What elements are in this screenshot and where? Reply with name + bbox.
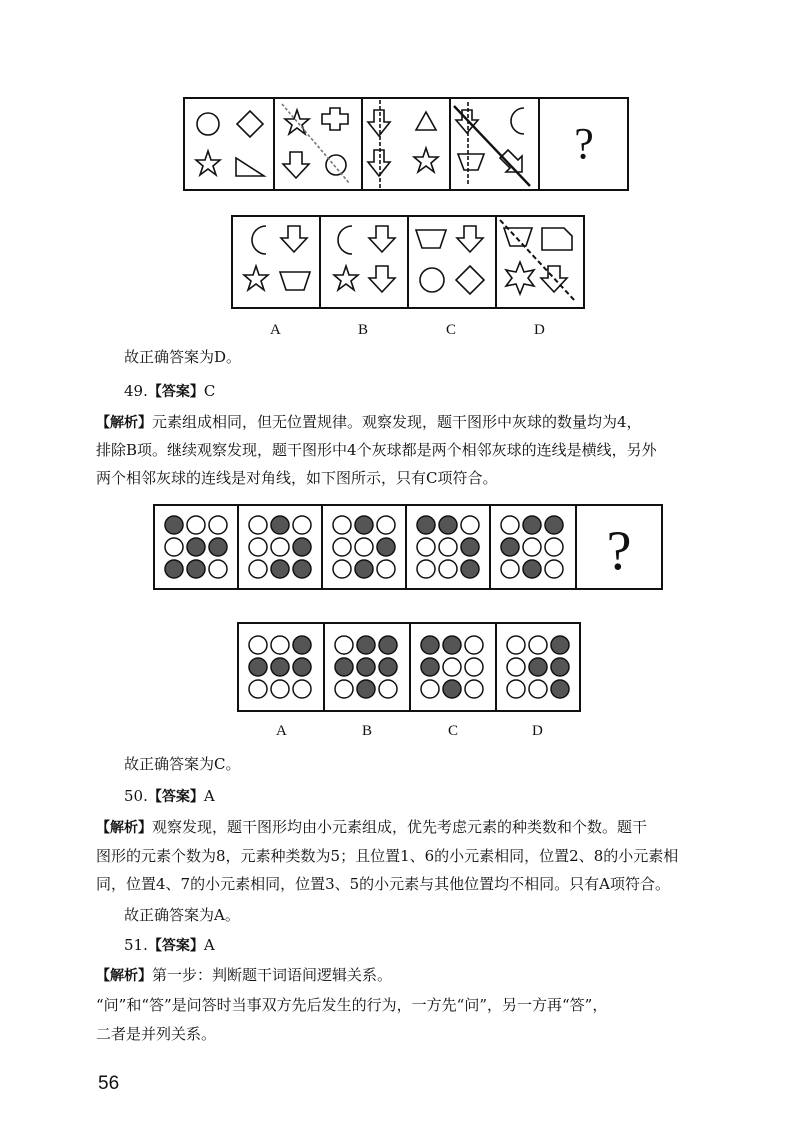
q51-answer-num: 51. <box>124 936 148 954</box>
q49-conclusion: 故正确答案为C。 <box>124 755 241 773</box>
grid-ball <box>461 516 479 534</box>
q51-analysis-line3: 二者是并列关系。 <box>96 1025 217 1043</box>
grid-ball <box>271 516 289 534</box>
q50-analysis-line2: 图形的元素个数为8，元素种类数为5；且位置1、6的小元素相同，位置2、8的小元素相 <box>96 847 679 865</box>
grid-ball <box>377 560 395 578</box>
q51-answer-tag: 【答案】 <box>147 938 204 954</box>
grid-ball <box>249 636 267 654</box>
q49-answer-tag: 【答案】 <box>147 384 204 400</box>
grid-ball <box>501 516 519 534</box>
grid-ball <box>335 636 353 654</box>
q49-answer <box>124 381 754 402</box>
q51-answer <box>124 935 754 956</box>
q49-question-figure <box>152 503 664 591</box>
grid-ball <box>271 636 289 654</box>
q49-option-label-c: C <box>448 723 459 739</box>
grid-ball <box>271 560 289 578</box>
grid-ball <box>529 658 547 676</box>
q50-answer-value: A <box>203 787 215 805</box>
q51-analysis-text1: 第一步：判断题干词语间逻辑关系。 <box>152 966 393 984</box>
q49-option-grid-2 <box>335 636 397 698</box>
grid-ball <box>165 516 183 534</box>
grid-ball <box>523 538 541 556</box>
q49-question-grid-4 <box>417 516 479 578</box>
grid-ball <box>377 516 395 534</box>
q48-conclusion: 故正确答案为D。 <box>124 348 242 366</box>
grid-ball <box>377 538 395 556</box>
grid-ball <box>529 636 547 654</box>
grid-ball <box>551 680 569 698</box>
grid-ball <box>545 516 563 534</box>
grid-ball <box>209 516 227 534</box>
q49-answer-num: 49. <box>124 382 148 400</box>
q51-analysis-line1 <box>96 965 726 986</box>
grid-ball <box>335 680 353 698</box>
grid-ball <box>545 560 563 578</box>
page-number: 56 <box>98 1073 120 1094</box>
grid-ball <box>465 636 483 654</box>
grid-ball <box>249 538 267 556</box>
grid-ball <box>501 560 519 578</box>
q49-analysis-line3: 两个相邻灰球的连线是对角线，如下图所示，只有C项符合。 <box>96 469 498 487</box>
grid-ball <box>421 658 439 676</box>
grid-ball <box>333 516 351 534</box>
grid-ball <box>417 560 435 578</box>
q48-option-label-c: C <box>446 322 457 338</box>
grid-ball <box>333 538 351 556</box>
q49-option-grid-3 <box>421 636 483 698</box>
q50-answer <box>124 786 754 807</box>
grid-ball <box>293 680 311 698</box>
grid-ball <box>271 658 289 676</box>
grid-ball <box>379 680 397 698</box>
grid-ball <box>439 560 457 578</box>
grid-ball <box>417 516 435 534</box>
grid-ball <box>443 636 461 654</box>
q51-analysis-tag: 【解析】 <box>96 968 152 984</box>
grid-ball <box>355 538 373 556</box>
grid-ball <box>523 560 541 578</box>
grid-ball <box>187 516 205 534</box>
q49-option-grid-1 <box>249 636 311 698</box>
grid-ball <box>507 680 525 698</box>
q48-options-figure <box>230 214 586 310</box>
grid-ball <box>165 538 183 556</box>
grid-ball <box>421 680 439 698</box>
q48-question-mark: ? <box>574 119 594 168</box>
grid-ball <box>209 560 227 578</box>
grid-ball <box>249 516 267 534</box>
q48-option-label-b: B <box>358 322 369 338</box>
grid-ball <box>165 560 183 578</box>
q48-question-figure <box>182 96 630 192</box>
q49-analysis-text1: 元素组成相同，但无位置规律。观察发现，题干图形中灰球的数量均为4， <box>152 413 642 431</box>
grid-ball <box>461 538 479 556</box>
grid-ball <box>357 680 375 698</box>
grid-ball <box>249 658 267 676</box>
grid-ball <box>501 538 519 556</box>
q49-options-figure <box>236 621 582 713</box>
q49-question-grid-3 <box>333 516 395 578</box>
q48-option-label-d: D <box>534 322 545 338</box>
grid-ball <box>333 560 351 578</box>
q49-question-grid-1 <box>165 516 227 578</box>
grid-ball <box>379 636 397 654</box>
q50-answer-tag: 【答案】 <box>147 789 204 805</box>
grid-ball <box>293 516 311 534</box>
grid-ball <box>355 516 373 534</box>
grid-ball <box>209 538 227 556</box>
q49-question-mark: ? <box>606 520 632 582</box>
grid-ball <box>187 560 205 578</box>
q50-analysis-line3: 同，位置4、7的小元素相同，位置3、5的小元素与其他位置均不相同。只有A项符合。 <box>96 875 671 893</box>
q50-analysis-line1 <box>96 817 726 838</box>
q49-option-label-a: A <box>276 723 287 739</box>
grid-ball <box>335 658 353 676</box>
grid-ball <box>443 658 461 676</box>
q49-option-label-b: B <box>362 723 373 739</box>
q49-answer-value: C <box>203 382 216 400</box>
grid-ball <box>465 680 483 698</box>
grid-ball <box>355 560 373 578</box>
grid-ball <box>439 516 457 534</box>
grid-ball <box>551 636 569 654</box>
grid-ball <box>461 560 479 578</box>
q49-analysis-line1 <box>96 412 726 433</box>
grid-ball <box>421 636 439 654</box>
grid-ball <box>443 680 461 698</box>
q49-option-label-d: D <box>532 723 543 739</box>
grid-ball <box>529 680 547 698</box>
grid-ball <box>379 658 397 676</box>
grid-ball <box>249 560 267 578</box>
grid-ball <box>545 538 563 556</box>
grid-ball <box>465 658 483 676</box>
q49-analysis-line2: 排除B项。继续观察发现，题干图形中4个灰球都是两个相邻灰球的连线是横线，另外 <box>96 441 657 459</box>
q50-conclusion: 故正确答案为A。 <box>124 906 240 924</box>
q49-question-grid-5 <box>501 516 563 578</box>
grid-ball <box>293 636 311 654</box>
grid-ball <box>551 658 569 676</box>
q51-answer-value: A <box>203 936 215 954</box>
grid-ball <box>249 680 267 698</box>
q50-analysis-text1: 观察发现，题干图形均由小元素组成，优先考虑元素的种类数和个数。题干 <box>152 818 648 836</box>
q50-answer-num: 50. <box>124 787 148 805</box>
grid-ball <box>271 538 289 556</box>
q49-option-grid-4 <box>507 636 569 698</box>
grid-ball <box>357 658 375 676</box>
grid-ball <box>187 538 205 556</box>
q49-question-grid-2 <box>249 516 311 578</box>
grid-ball <box>523 516 541 534</box>
grid-ball <box>271 680 289 698</box>
grid-ball <box>439 538 457 556</box>
grid-ball <box>293 658 311 676</box>
grid-ball <box>357 636 375 654</box>
grid-ball <box>417 538 435 556</box>
grid-ball <box>507 658 525 676</box>
q49-analysis-tag: 【解析】 <box>96 415 152 431</box>
grid-ball <box>293 560 311 578</box>
q51-analysis-line2: “问”和“答”是问答时当事双方先后发生的行为，一方先“问”，另一方再“答”， <box>96 996 608 1014</box>
grid-ball <box>507 636 525 654</box>
grid-ball <box>293 538 311 556</box>
q50-analysis-tag: 【解析】 <box>96 820 152 836</box>
q48-option-label-a: A <box>270 322 281 338</box>
